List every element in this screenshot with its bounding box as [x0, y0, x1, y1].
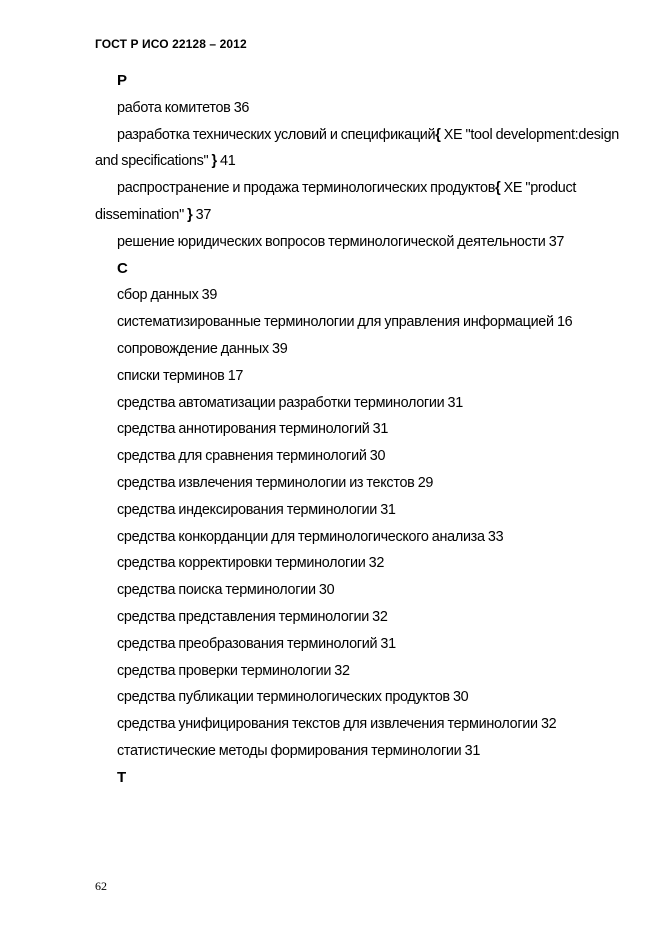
- field-code: XE "tool development:design and specifications": [95, 126, 619, 170]
- index-entry: систематизированные терминологии для управления информацией 16: [117, 314, 573, 331]
- entry-text: распространение и продажа терминологических продуктов: [117, 180, 496, 197]
- index-entry: средства автоматизации разработки терминологии 31: [117, 394, 463, 411]
- index-entry: решение юридических вопросов терминологической деятельности 37: [117, 233, 565, 250]
- index-entry: средства аннотирования терминологий 31: [117, 421, 389, 438]
- index-entry: [95, 122, 623, 176]
- index-entry: статистические методы формирования терминологии 31: [117, 742, 481, 759]
- index-entry: средства индексирования терминологии 31: [117, 501, 396, 518]
- field-brace-close: }: [211, 153, 217, 170]
- entry-text: разработка технических условий и спецификаций: [117, 126, 436, 143]
- index-entry: сопровождение данных 39: [117, 340, 288, 357]
- index-letter-heading: Р: [117, 72, 127, 89]
- index-entry: средства проверки терминологии 32: [117, 662, 350, 679]
- field-code: XE "product dissemination": [95, 180, 577, 223]
- index-entry: сбор данных 39: [117, 287, 218, 304]
- index-letter-heading: Т: [117, 768, 126, 786]
- index-entry: средства унифицирования текстов для извлечения терминологии 32: [117, 716, 557, 733]
- index-entry: средства преобразования терминологий 31: [117, 635, 396, 652]
- entry-page-ref: 37: [192, 206, 212, 223]
- entry-page-ref: 41: [216, 153, 236, 170]
- index-entry: средства представления терминологии 32: [117, 608, 388, 625]
- index-entry: средства поиска терминологии 30: [117, 582, 335, 599]
- index-entry: работа комитетов 36: [117, 99, 250, 116]
- index-letter-heading: С: [117, 259, 128, 277]
- document-header: ГОСТ Р ИСО 22128 – 2012: [95, 37, 247, 51]
- index-entry: средства корректировки терминологии 32: [117, 555, 385, 572]
- index-entry: списки терминов 17: [117, 367, 244, 384]
- page-number: 62: [95, 879, 107, 893]
- field-brace-open: {: [435, 126, 441, 143]
- index-entry: [95, 175, 623, 229]
- index-entry: средства извлечения терминологии из текстов 29: [117, 474, 434, 491]
- index-entry: средства публикации терминологических продуктов 30: [117, 689, 469, 706]
- field-brace-open: {: [495, 180, 501, 197]
- alphabetical-index: [95, 68, 623, 792]
- index-entry: средства конкорданции для терминологического анализа 33: [117, 528, 504, 545]
- field-brace-close: }: [187, 206, 193, 223]
- index-entry: средства для сравнения терминологий 30: [117, 448, 386, 465]
